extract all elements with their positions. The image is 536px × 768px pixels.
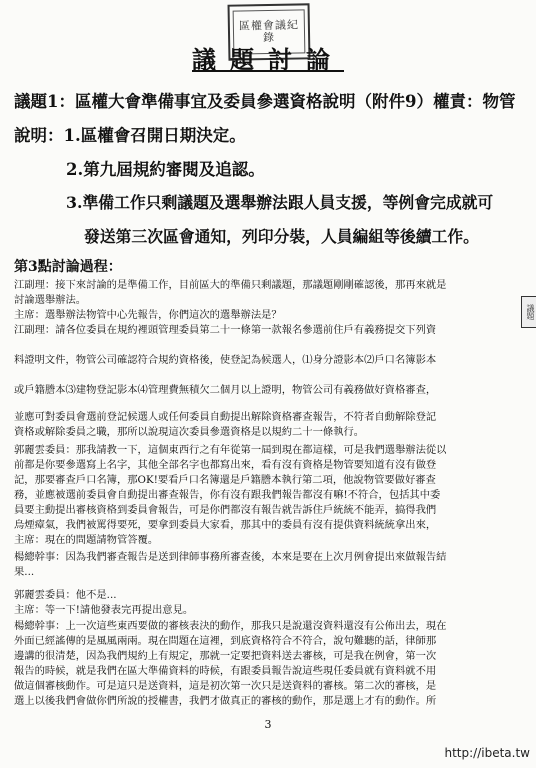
minutes-line: 記，那要審查戶口名簿，那OK!要看戶口名簿還是戶籍謄本執行第二項，他說物管要做好審查 — [14, 474, 436, 486]
minutes-line: 果... — [14, 566, 35, 578]
agenda-item-3a: 3.準備工作只剩議題及選舉辦法跟人員支援，等例會完成就可 — [66, 193, 494, 212]
side-index-tab: 議題 — [521, 296, 536, 328]
agenda-item-2: 2.第九屆規約審閱及追認。 — [66, 160, 265, 179]
minutes-line: 江副理：請各位委員在規約裡頭管理委員第二十一條第一款報名參選前住戶有義務提交下列資 — [14, 324, 437, 336]
minutes-line: 資格或解除委員之職，那所以說現這次委員參選資格是以規約二十一條執行。 — [14, 426, 365, 438]
minutes-line: 前都是你要參選寫上名字，其他全部名字也都寫出來，看有沒有資格是物管要知道有沒有做登 — [14, 459, 437, 471]
watermark: http://ibeta.tw — [444, 746, 530, 760]
minutes-line: 郭麗雲委員：那我請教一下，這個東西行之有年從第一屆到現在都這樣，可是我們選舉辦法從以 — [14, 444, 447, 456]
minutes-line: 主席：等一下!請他發表完再提出意見。 — [14, 604, 194, 616]
minutes-line: 並應可對委員會選前登記候選人或任何委員自動提出解除資格審查報告，不符者自動解除登記 — [14, 411, 437, 423]
page-number: 3 — [264, 718, 272, 731]
seal-stamp-text: 區權會議紀錄 — [238, 18, 299, 45]
minutes-line: 江副理：接下來討論的是準備工作，目前區大的準備只剩議題，那議題剛剛確認後，那再來就是 — [14, 279, 447, 291]
minutes-line: 做這個審核動作。可是這只是送資料，這是初次第一次只是送資料的審核。第二次的審核，是 — [14, 680, 437, 692]
minutes-line: 主席：現在的問題請物管答覆。 — [14, 534, 159, 546]
minutes-line: 主席：選舉辦法物管中心先報告，你們這次的選舉辦法是？ — [14, 309, 282, 321]
minutes-line: 報告的時候，就是我們在區大準備資料的時候，有跟委員報告說這些現任委員就有資料就不用 — [14, 665, 437, 677]
process-heading: 第3點討論過程： — [14, 259, 122, 275]
minutes-line: 員要主動提出審核資格到委員會報告，可是你們都沒有報告就告訴住戶統統不能弄，搞得我們 — [14, 504, 437, 516]
agenda-item-3b: 發送第三次區會通知，列印分裝，人員編組等後續工作。 — [84, 227, 479, 246]
minutes-line: 選上以後我們會做你們所說的授權書，我們才做真正的審核的動作，那是選上才有的動作。所 — [14, 695, 437, 707]
minutes-line: 烏煙瘴氣，我們被罵得要死，要拿到委員大家看，那其中的委員有沒有提供資料統統拿出來， — [14, 519, 437, 531]
minutes-line: 邊講的很清楚，因為我們規約上有規定，那就一定要把資料送去審核，可是我在例會，第一次 — [14, 650, 437, 662]
page-title: 議題討論 — [192, 45, 344, 74]
agenda-explain: 說明：1.區權會召開日期決定。 — [14, 126, 246, 145]
agenda-topic: 議題1：區權大會準備事宜及委員參選資格說明（附件9）權責：物管 — [14, 92, 516, 111]
minutes-line: 或戶籍謄本⑶建物登記影本⑷管理費無積欠二個月以上證明，物管公司有義務做好資格審查， — [14, 384, 437, 396]
minutes-line: 討論選舉辦法。 — [14, 294, 87, 306]
minutes-line: 務，並應被選前委員會自動提出審查報告，你有沒有跟我們報告都沒有嘛!不符合，包括其中委 — [14, 489, 441, 501]
minutes-line: 楊總幹事：因為我們審查報告是送到律師事務所審查後，本來是要在上次月例會提出來做報告結 — [14, 551, 447, 563]
minutes-line: 郭麗雲委員：他不是... — [14, 589, 117, 601]
minutes-line: 料證明文件，物管公司確認符合規約資格後，使登記為候選人，⑴身分證影本⑵戶口名簿影本 — [14, 354, 437, 366]
minutes-line: 楊總幹事：上一次這些東西要做的審核表決的動作，那我只是說還沒資料還沒有公佈出去，現在 — [14, 620, 447, 632]
minutes-line: 外面已經謠傳的是風風兩兩。現在問題在這裡，到底資格符合不符合，說句難聽的話，律師那 — [14, 635, 437, 647]
